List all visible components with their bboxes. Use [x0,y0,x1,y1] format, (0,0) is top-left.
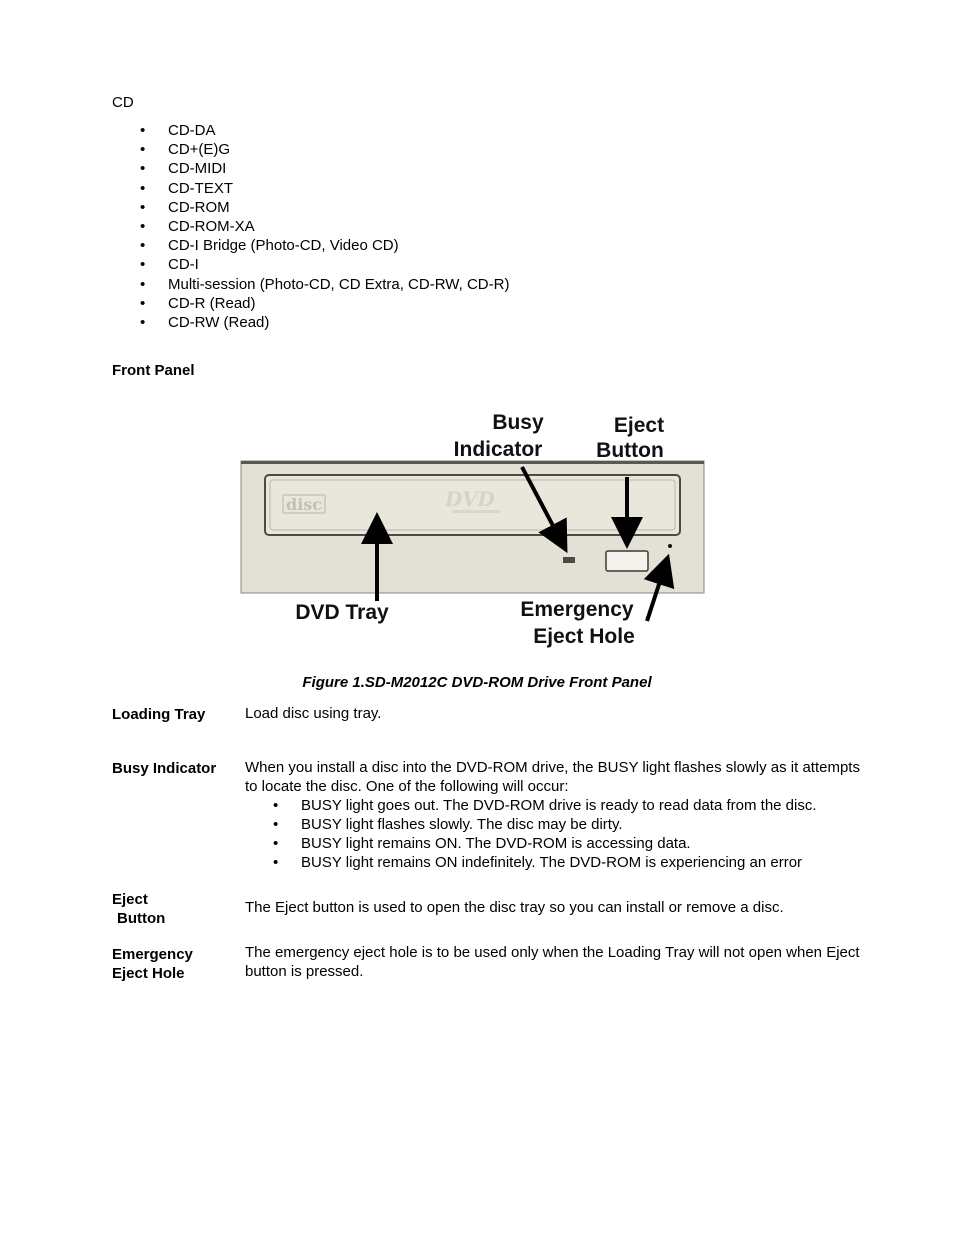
busy-indicator-led [563,557,575,563]
list-item: • CD-I Bridge (Photo-CD, Video CD) [112,236,509,255]
eject-callout-line1: Eject [613,414,665,437]
emergency-eject-label-line2: Eject Hole [112,965,185,982]
eject-button [606,551,648,571]
busy-state-list [245,796,865,872]
list-item: • CD-TEXT [112,179,509,198]
busy-indicator-text: When you install a disc into the DVD-ROM drive, the BUSY light flashes slowly as it attempts to locate the disc. One of the following will occur: [245,759,860,795]
emergency-callout-line1: Emergency [520,598,634,621]
list-item: • BUSY light goes out. The DVD-ROM drive is ready to read data from the disc. [245,796,865,815]
list-item: • CD-MIDI [112,159,509,178]
busy-indicator-description [245,759,865,872]
list-item: • CD-ROM-XA [112,217,509,236]
list-item: • Multi-session (Photo-CD, CD Extra, CD-RW, CD-R) [112,275,509,294]
section-title: CD [112,94,134,111]
list-item: • BUSY light remains ON indefinitely. The DVD-ROM is experiencing an error [245,853,865,872]
list-item: • BUSY light flashes slowly. The disc may be dirty. [245,815,865,834]
emergency-eject-text: The emergency eject hole is to be used only when the Loading Tray will not open when Eject button is pressed. [245,944,860,980]
eject-button-text: The Eject button is used to open the disc tray so you can install or remove a disc. [245,899,784,916]
emergency-eject-hole [668,544,672,548]
figure-caption: Figure 1.SD-M2012C DVD-ROM Drive Front Panel [302,674,652,691]
list-item: • CD-I [112,255,509,274]
loading-tray-text: Load disc using tray. [245,705,382,722]
svg-text:DVD: DVD [445,487,495,511]
compact-disc-logo [283,495,325,514]
list-item: • CD-R (Read) [112,294,509,313]
list-item: • CD-RW (Read) [112,313,509,332]
svg-text:disc: disc [286,495,323,514]
tray-callout: DVD Tray [295,601,389,624]
list-item: • BUSY light remains ON. The DVD-ROM is accessing data. [245,834,865,853]
list-item: • CD-DA [112,121,509,140]
eject-button-label-line2: Button [117,910,166,927]
drive-front-panel-figure [240,405,710,655]
emergency-eject-label-line1: Emergency [112,946,193,963]
emergency-eject-label [112,945,193,983]
dvd-logo [444,487,500,513]
busy-indicator-label: Busy Indicator [112,760,217,777]
eject-button-label-line1: Eject [112,891,148,908]
list-item: • CD+(E)G [112,140,509,159]
loading-tray-label: Loading Tray [112,706,206,723]
list-item: • CD-ROM [112,198,509,217]
busy-callout-line1: Busy [492,411,544,434]
busy-callout-line2: Indicator [453,438,543,461]
format-list [112,121,509,332]
emergency-callout-line2: Eject Hole [533,625,635,648]
eject-button-label [112,890,165,928]
front-panel-heading: Front Panel [112,362,195,379]
eject-callout-line2: Button [596,439,664,462]
